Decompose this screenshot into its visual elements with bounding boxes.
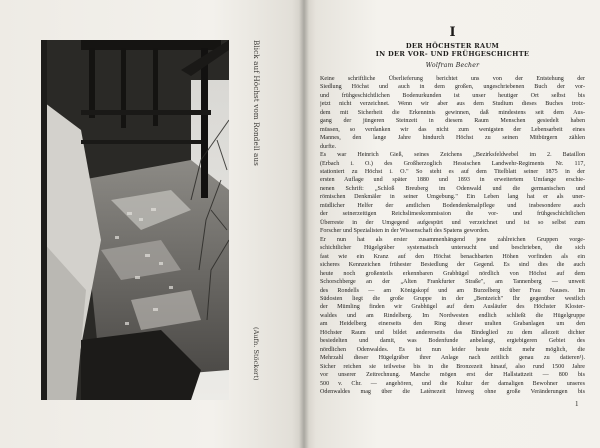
text-line: Forscher und Spezialisten in der Wissenschaft des Spatens geworden. (320, 228, 490, 235)
text-line: heute noch großenteils erkennbaren Grabhügel nördlich von Höchst auf dem (320, 270, 585, 277)
author-name: Wolfram Becher (425, 61, 480, 69)
text-line: Mehrzahl dieser Hügelgräber ihrer Anlage nach zeitlich genau zu datieren¹). (320, 355, 585, 362)
text-line: müdlicher Helfer der amtlichen Bodendenkmalpflege und insbesondere auch (320, 202, 585, 209)
text-line: nördlichen Odenwaldes. Es ist nun leider heute nicht mehr möglich, die (320, 346, 585, 353)
book-gutter (299, 0, 309, 448)
text-line: Es war Heinrich Gieß, seines Zeichens „Bezirksfeldwebel im 2. Bataillon (320, 152, 585, 159)
text-line: und frühgeschichtlichen Bodenurkunden ist unser heutiger Ort selbst bis (320, 92, 585, 99)
text-line: Überreste in der Umgegend aufgespürt und verzeichnet und ist so selbst zum (320, 219, 585, 226)
text-line: dem mit Sicherheit die Erkenntnis gewinnen, daß mindestens seit dem Aus- (320, 109, 585, 116)
chapter-title-line-2: IN DER VOR- UND FRÜHGESCHICHTE (375, 50, 530, 59)
text-line: fast wie ein Kranz auf den Höchst benachbarten Höhen vorfinden als ein (320, 253, 585, 260)
photo-caption: Blick auf Höchst vom Rondell aus (252, 40, 261, 166)
text-line: waldes und am Rindelberg. Im Nordwesten endlich schließt die Hügelgruppe (320, 312, 585, 319)
text-line: des Rondells — am Königskopf und am Burzelberg über Frau Nauses. Im (320, 287, 585, 294)
text-line: nenen Schrift: „Schloß Breuberg im Odenwald und die germanischen und (320, 185, 585, 192)
page-number: 1 (575, 400, 579, 408)
photo-plate (41, 40, 229, 400)
chapter-title (320, 42, 585, 59)
text-line: der seinerzeitigen Reichslimeskommission die vor- und frühgeschichtlichen (320, 211, 585, 218)
text-line: Höchster Raum und bildet andererseits das Bindeglied zu dem allezeit dichter (320, 329, 585, 336)
text-line: Keine schriftliche Überlieferung berichtet uns von der Entstehung der (320, 75, 585, 82)
chapter-text-block (320, 26, 585, 397)
landscape-photo (41, 40, 229, 400)
text-line: sicheres Kennzeichen frühester Besiedlung der Gegend. Es sind dies die auch (320, 262, 585, 269)
chapter-number: I (449, 25, 456, 40)
text-line: Mannes, den lange Jahre hindurch Höchst zu seinen Mitbürgern zählen (320, 135, 585, 142)
text-line: durfte. (320, 143, 337, 150)
text-line: Sicher reichen sie teilweise bis in die Bronzezeit hinauf, also rund 1500 Jahre (320, 363, 585, 370)
text-line: Schorschberge an der „Alten Frankfurter Straße", am Tannenberg — unweit (320, 279, 585, 286)
body-text (320, 75, 585, 397)
text-line: Odenwaldes mag über die Latènezeit hinweg ohne große Veränderungen bis (320, 389, 585, 396)
text-line: Siedlung Höchst und auch in dem großen, ungeschriebenen Buch der vor- (320, 84, 585, 91)
photo-credit: (Aufn. Stöckert) (252, 327, 260, 381)
text-line: 500 v. Chr. — angehören, und die Kultur der damaligen Bewohner unseres (320, 380, 585, 387)
text-line: gang der jüngeren Steinzeit in diesem Raum Menschen gesiedelt haben (320, 118, 585, 125)
text-line: besiedelten und damit, was Bodenfunde anbelangt, ergiebigeren Gebiet des (320, 338, 585, 345)
text-line: ersten Auflage und später 1880 und 1893 in erweitertem Umfange erschie- (320, 177, 585, 184)
text-line: müssen, so verdanken wir das nicht zum wenigsten der Lebensarbeit eines (320, 126, 585, 133)
text-line: (Erbach i. O.) des Großherzoglich Hessischen Landwehr-Regiments Nr. 117, (320, 160, 585, 167)
text-line: stationiert zu Höchst i. O." So steht es auf dem Titelblatt seiner 1875 in der (320, 168, 585, 175)
text-line: Südosten liegt die große Gruppe in der „Bentzeich" Ihr gegenüber westlich (320, 296, 585, 302)
text-line: der Mümling finden wir Grabhügel auf dem Ausläufer des Höchster Kloster- (320, 304, 585, 311)
text-line: am Heidelberg einerseits den Ring dieser uralten Grabanlagen um den (320, 321, 585, 328)
text-line: schichtlicher Hügelgräber systematisch untersucht und beschrieben, die sich (320, 245, 585, 252)
text-line: vor unserer Zeitrechnung. Manche mögen erst der Hallstattzeit — 800 bis (320, 372, 585, 379)
text-line: römischen Denkmäler in seiner Umgebung." Ein Leben lang hat er als uner- (320, 194, 585, 201)
text-line: jetzt nicht verzeichnet. Wenn wir aber aus dem Studium dieses Buches trotz- (320, 101, 585, 108)
chapter-title-line-1: DER HÖCHSTER RAUM (405, 42, 500, 50)
text-line: Er nun hat als erster zusammenhängend jene zahlreichen Gruppen vorge- (320, 236, 585, 243)
